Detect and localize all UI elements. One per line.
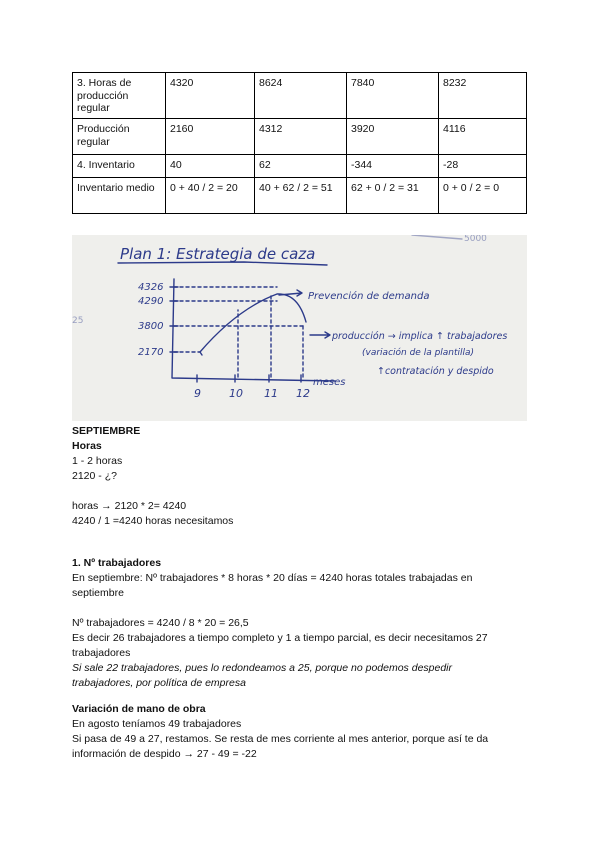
workers-heading: 1. Nº trabajadores [72,557,162,569]
y-label-4290: 4290 [138,296,164,307]
note-demand: Prevención de demanda [308,291,430,302]
text-line: En septiembre: Nº trabajadores * 8 horas * 20 días = 4240 horas totales trabajadas en [72,572,473,584]
table-cell: 7840 [347,73,439,119]
y-label-2170: 2170 [138,347,164,358]
text-line: Nº trabajadores = 4240 / 8 * 20 = 26,5 [72,617,249,629]
hours-subheading: Horas [72,440,102,452]
note-line: trabajadores, por política de empresa [72,677,246,689]
text-line: septiembre [72,587,124,599]
x-label-12: 12 [296,387,310,400]
production-table [72,72,527,214]
workers-section [72,556,532,691]
table-cell: 3920 [347,119,439,155]
text-line: Si pasa de 49 a 27, restamos. Se resta de mes corriente al mes anterior, porque así te da [72,733,489,745]
x-axis-label: meses [313,377,346,388]
table-cell: 62 + 0 / 2 = 31 [347,178,439,214]
handwritten-sketch-photo [72,235,527,421]
september-section [72,424,532,529]
y-label-4326: 4326 [138,282,164,293]
x-label-10: 10 [229,387,243,400]
table-cell-label: Inventario medio [73,178,166,214]
table-cell: 8232 [439,73,527,119]
table-cell: 0 + 40 / 2 = 20 [166,178,255,214]
bleed-top-text: 5000 [464,235,487,244]
text-line: horas → 2120 * 2= 4240 [72,500,187,512]
table-row [73,119,527,155]
table-cell: 4312 [255,119,347,155]
note-production: producción → implica ↑ trabajadores [332,331,508,342]
sketch-title: Plan 1: Estrategia de caza [120,245,316,263]
table-row [73,178,527,214]
table-row [73,155,527,178]
text-line: 2120 - ¿? [72,470,117,482]
table-cell: 8624 [255,73,347,119]
table-cell: 4320 [166,73,255,119]
table-cell: 62 [255,155,347,178]
bleed-left-text: 25 [72,316,84,326]
text-line: 4240 / 1 =4240 horas necesitamos [72,515,234,527]
table-cell: -344 [347,155,439,178]
table-cell-label: 3. Horas de producción regular [73,73,166,119]
table-cell: 40 [166,155,255,178]
table-cell-label: Producción regular [73,119,166,155]
table-row [73,73,527,119]
y-label-3800: 3800 [138,321,164,332]
table-cell: -28 [439,155,527,178]
text-line: En agosto teníamos 49 trabajadores [72,718,242,730]
x-label-11: 11 [264,387,278,400]
note-line: Si sale 22 trabajadores, pues lo redondeamos a 25, porque no podemos despedir [72,662,453,674]
table-cell: 0 + 0 / 2 = 0 [439,178,527,214]
table-cell: 2160 [166,119,255,155]
september-heading: SEPTIEMBRE [72,425,141,437]
variation-heading: Variación de mano de obra [72,703,206,715]
note-variation: (variación de la plantilla) [362,348,475,358]
variation-section [72,702,532,762]
text-line: información de despido → 27 - 49 = -22 [72,748,257,760]
text-line: trabajadores [72,647,131,659]
note-hire: ↑contratación y despido [377,366,494,377]
table-cell: 40 + 62 / 2 = 51 [255,178,347,214]
text-line: 1 - 2 horas [72,455,123,467]
text-line: Es decir 26 trabajadores a tiempo completo y 1 a tiempo parcial, es decir necesitamos 27 [72,632,488,644]
table-cell: 4116 [439,119,527,155]
table-cell-label: 4. Inventario [73,155,166,178]
x-label-9: 9 [194,387,201,400]
